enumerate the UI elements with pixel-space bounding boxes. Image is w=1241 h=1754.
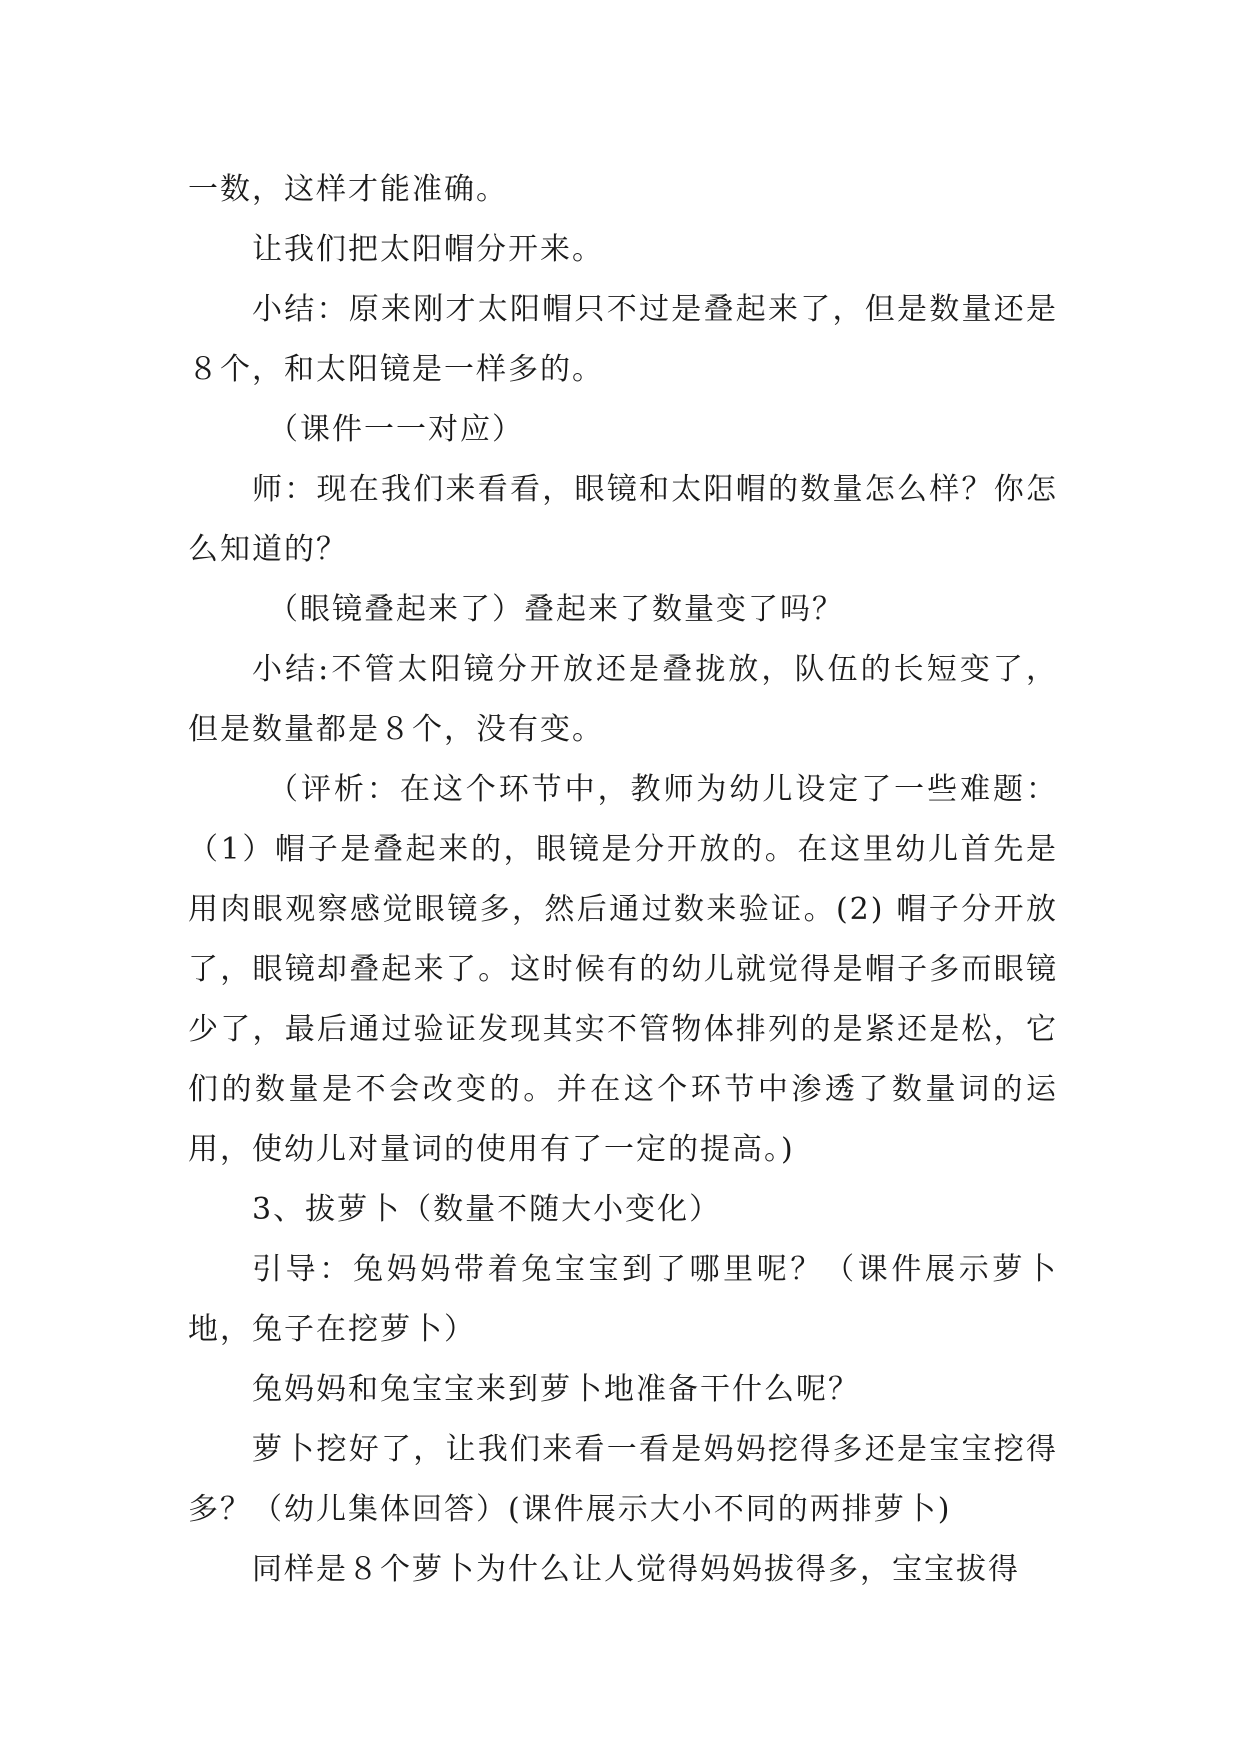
paragraph-teacher: 师：现在我们来看看，眼镜和太阳帽的数量怎么样？你怎么知道的？	[188, 472, 1058, 567]
paragraph: 萝卜挖好了，让我们来看一看是妈妈挖得多还是宝宝挖得多？（幼儿集体回答）(课件展示大小不同的两排萝卜)	[188, 1432, 1058, 1527]
paragraph-courseware-note: （课件一一对应）	[268, 412, 524, 447]
paragraph-guide: 引导：兔妈妈带着兔宝宝到了哪里呢？（课件展示萝卜地，兔子在挖萝卜）	[188, 1252, 1058, 1347]
paragraph-continuation: 一数，这样才能准确。	[188, 172, 508, 207]
document-body	[188, 160, 1058, 1600]
section-heading: 3、拔萝卜（数量不随大小变化）	[252, 1192, 722, 1227]
paragraph-summary: 小结：原来刚才太阳帽只不过是叠起来了，但是数量还是８个，和太阳镜是一样多的。	[188, 292, 1058, 387]
paragraph: （眼镜叠起来了）叠起来了数量变了吗？	[268, 592, 844, 627]
paragraph-summary: 小结:不管太阳镜分开放还是叠拢放，队伍的长短变了，但是数量都是８个，没有变。	[188, 652, 1058, 747]
paragraph: 同样是８个萝卜为什么让人觉得妈妈拔得多，宝宝拔得	[252, 1552, 1020, 1587]
paragraph: 兔妈妈和兔宝宝来到萝卜地准备干什么呢？	[252, 1372, 860, 1407]
paragraph-analysis: （评析：在这个环节中，教师为幼儿设定了一些难题：（1）帽子是叠起来的，眼镜是分开放的。在这里幼儿首先是用肉眼观察感觉眼镜多，然后通过数来验证。(2) 帽子分开放了，眼镜却叠起来了。这时候有的幼儿就觉得是帽子多而眼镜少了，最后通过验证发现其实不管物体排列的是紧还是松，它们的数量是不会改变的。并在这个环节中渗透了数量词的运用，使幼儿对量词的使用有了一定的提高。)	[188, 772, 1058, 1167]
paragraph: 让我们把太阳帽分开来。	[252, 232, 604, 267]
